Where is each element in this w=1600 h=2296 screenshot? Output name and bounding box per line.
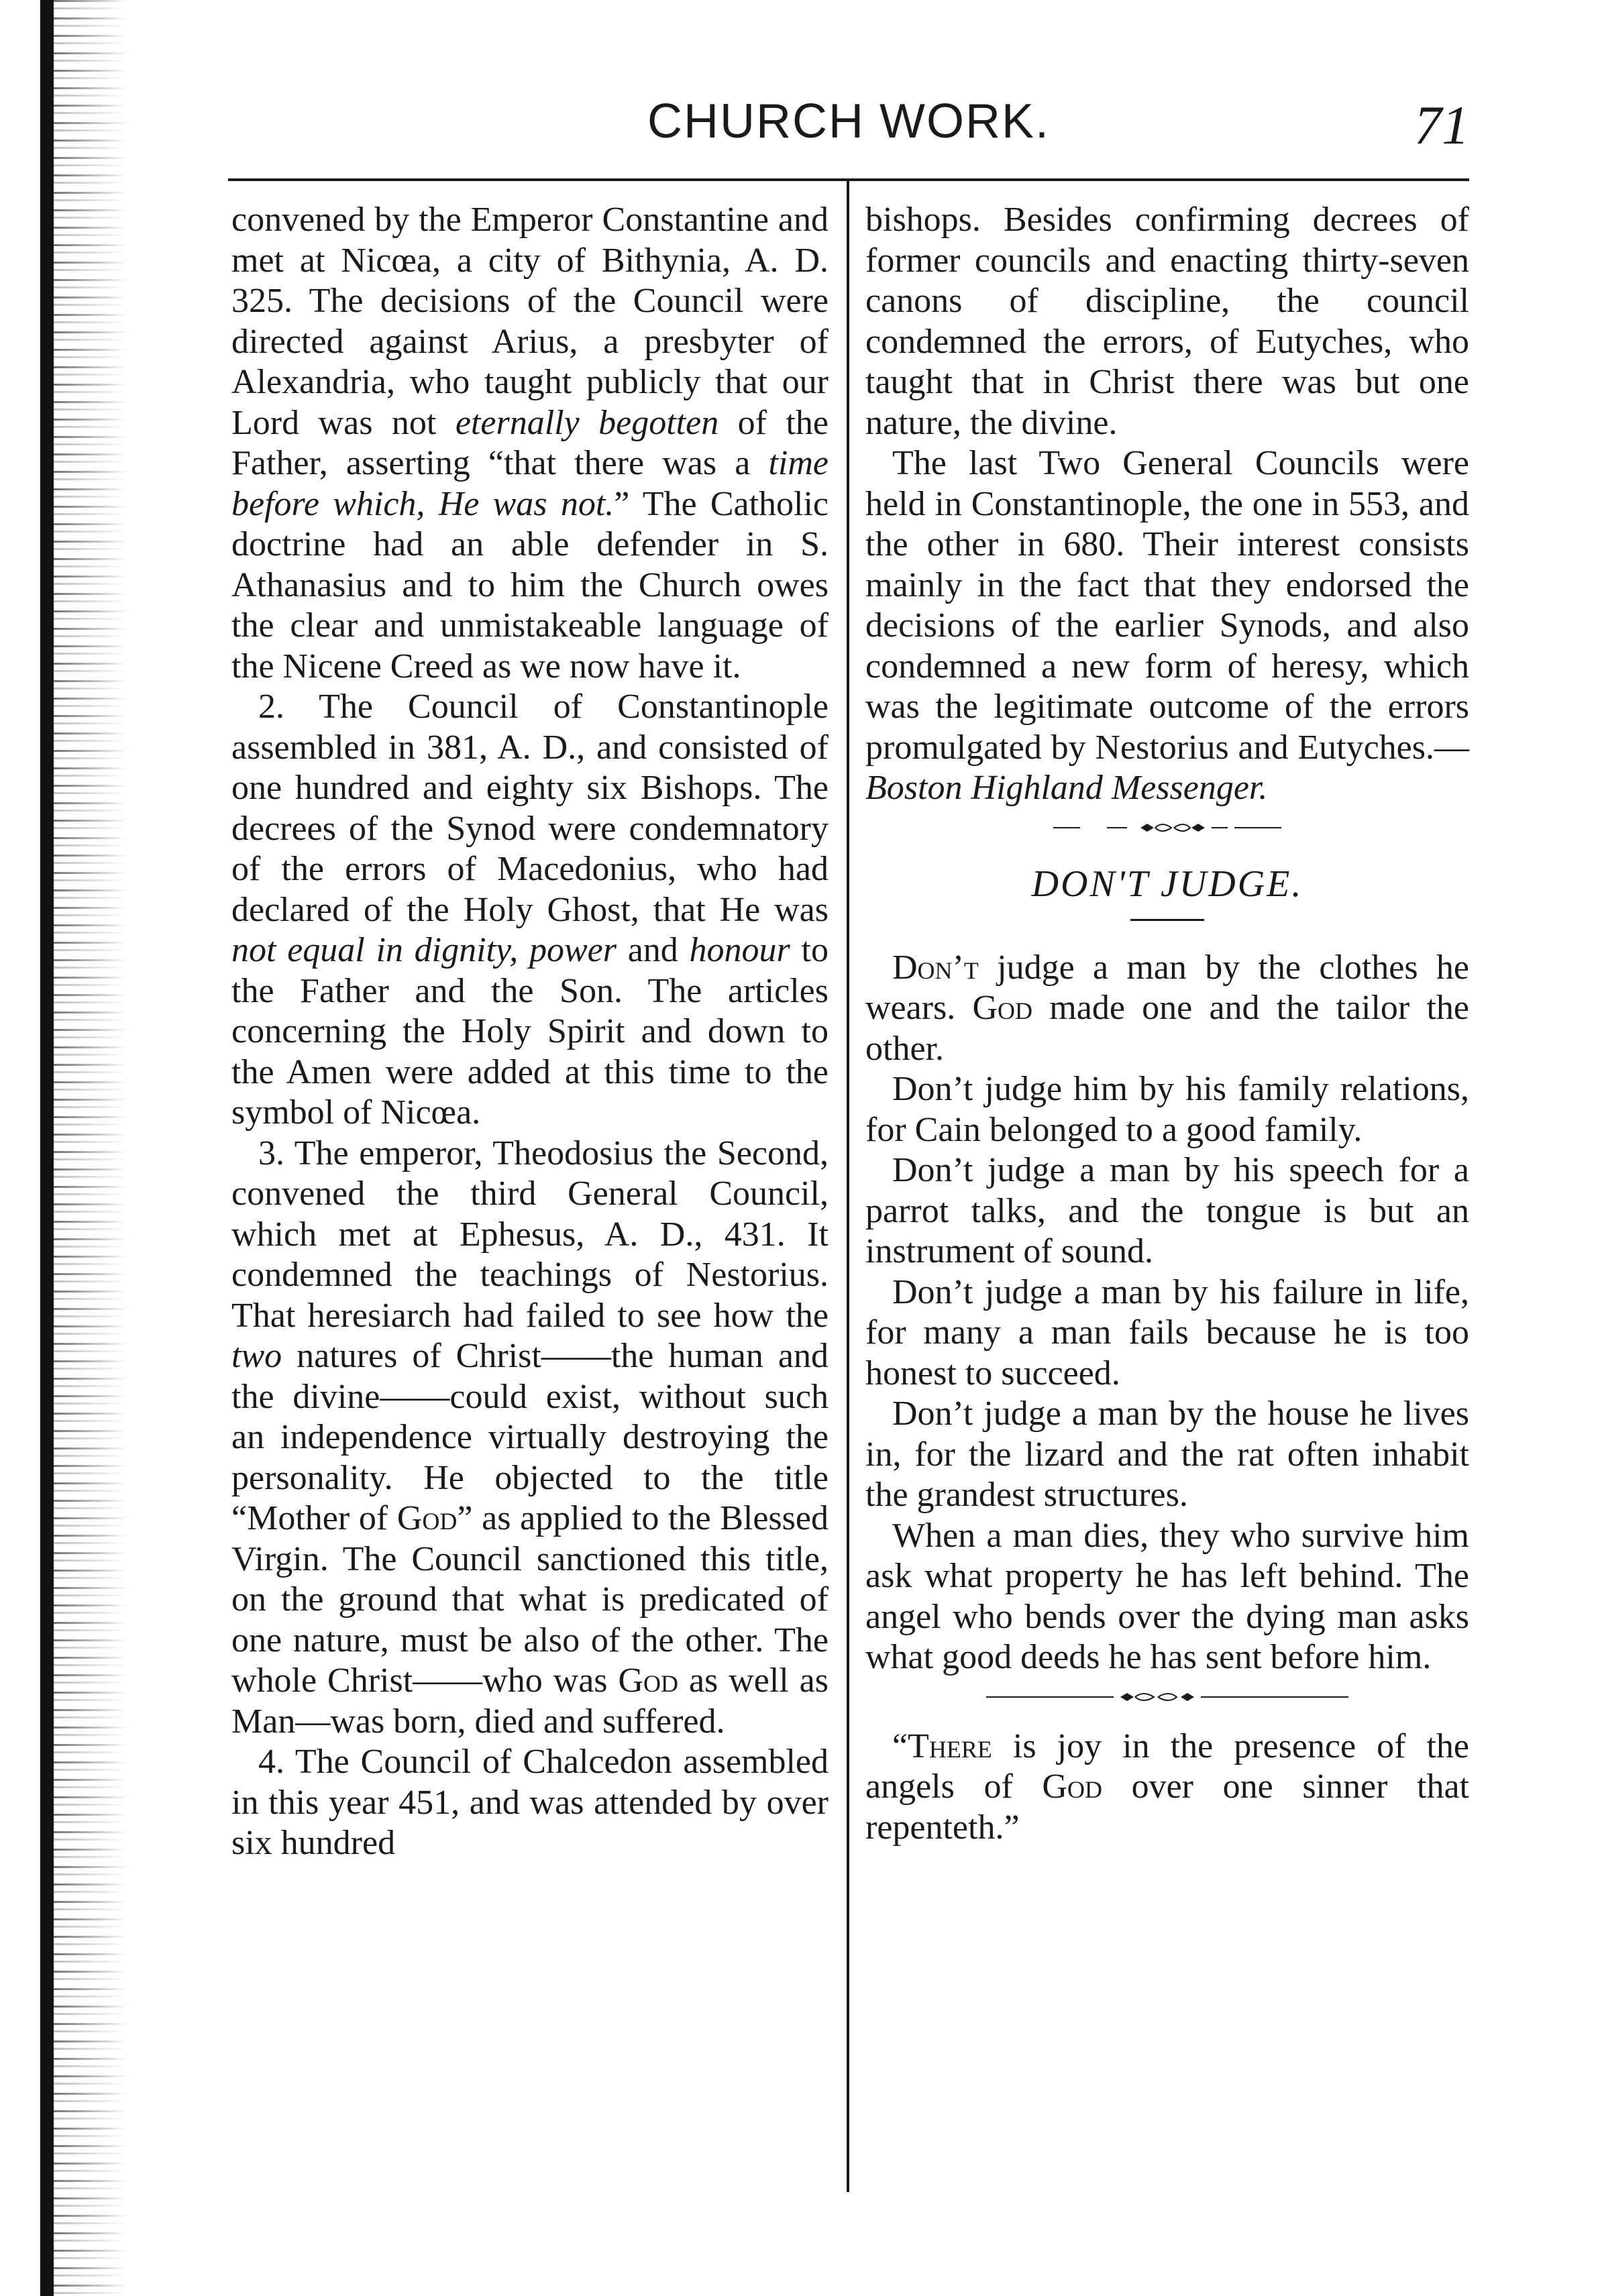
spine-shadow: [54, 0, 127, 2296]
text-run: over one sinner that repenteth.”: [865, 1767, 1469, 1847]
paragraph: [231, 687, 829, 1134]
text-run: 3. The emperor, Theodosius the Second, convened the third General Council, which met at Ephesus, A. D., 431. It condemned the teachings of Nestorius. That heresiarch had failed to see how the: [231, 1134, 829, 1335]
small-caps-text: God: [1042, 1767, 1102, 1806]
small-caps-text: Don’t: [892, 948, 979, 987]
text-run: and: [616, 931, 690, 969]
text-run: ” The Catholic doctrine had an able defender in S. Athanasius and to him the Church owes the clear and unmistakeable language of the Nicene Creed as we now have it.: [231, 484, 829, 686]
italic-text: time before which, He was not.: [231, 444, 829, 523]
text-run: Don’t judge him by his family relations, for Cain belonged to a good family.: [865, 1070, 1469, 1149]
text-run: “: [892, 1727, 908, 1765]
closing-quote: [865, 1727, 1469, 1849]
text-run: Don’t judge a man by his speech for a parrot talks, and the tongue is but an instrument of sound.: [865, 1151, 1469, 1270]
italic-text: two: [231, 1337, 282, 1375]
text-run: bishops. Besides confirming decrees of former councils and enacting thirty-seven canons of discipline, the council condemned the errors, of Eutyches, who taught that in Christ there was but one nature, the divine.: [865, 201, 1469, 442]
paragraph: [865, 1727, 1469, 1849]
paragraph: [231, 1134, 829, 1743]
page-number: 71: [1414, 95, 1469, 156]
page-header: [228, 94, 1469, 168]
councils-continuation: [865, 200, 1469, 809]
text-run: of the Father, asserting “that there was a: [231, 403, 829, 482]
text-run: as well as Man—was born, died and suffered.: [231, 1661, 829, 1741]
paragraph: [865, 1069, 1469, 1150]
small-caps-text: God: [396, 1499, 458, 1537]
book-spine-edge: [40, 0, 54, 2296]
text-run: natures of Christ——the human and the divine——could exist, without such an independence virtually destroying the personality. He objected to the title “Mother of: [231, 1337, 829, 1537]
paragraph: [865, 443, 1469, 809]
paragraph: [865, 1150, 1469, 1272]
paragraph: [231, 1742, 829, 1864]
text-run: Don’t judge a man by the house he lives in, for the lizard and the rat often inhabit the grandest structures.: [865, 1395, 1469, 1514]
paragraph: [865, 1272, 1469, 1395]
text-run: is joy in the presence of the angels of: [865, 1727, 1469, 1806]
paragraph: [865, 1516, 1469, 1678]
text-run: 4. The Council of Chalcedon assembled in this year 451, and was attended by over six hundred: [231, 1743, 829, 1862]
text-run: When a man dies, they who survive him ask what property he has left behind. The angel who bends over the dying man asks what good deeds he has sent before him.: [865, 1516, 1469, 1676]
left-column: [231, 200, 829, 1864]
paragraph: [865, 1394, 1469, 1516]
section-title: DON'T JUDGE.: [1031, 863, 1303, 905]
small-caps-text: God: [972, 989, 1033, 1027]
text-run: Don’t judge a man by his failure in life, for many a man fails because he is too honest to succeed.: [865, 1272, 1469, 1392]
paragraph: [865, 200, 1469, 443]
text-run: judge a man by the clothes he wears.: [865, 948, 1469, 1027]
text-run: to the Father and the Son. The articles concerning the Holy Spirit and down to the Amen were added at this time to the symbol of Nicœa.: [231, 931, 829, 1132]
right-column: [865, 200, 1469, 1848]
small-caps-text: There: [908, 1727, 992, 1765]
italic-text: not equal in dignity, power: [231, 931, 617, 969]
italic-text: honour: [689, 931, 790, 969]
column-divider: [847, 180, 849, 2192]
paragraph: [865, 948, 1469, 1070]
paragraph: [231, 200, 829, 687]
section-ornament: [865, 814, 1469, 855]
running-head: CHURCH WORK.: [647, 95, 1050, 148]
text-run: The last Two General Councils were held in Constantinople, the one in 553, and the other in 680. Their interest consists mainly in the fact that they endorsed the decisions of the earlier Synods, and also condemned a new form of heresy, which was the legitimate outcome of the errors promulgated by Nestorius and Eutyches.—: [865, 444, 1469, 767]
small-caps-text: God: [618, 1661, 679, 1700]
title-rule: [1130, 919, 1204, 921]
dont-judge-body: [865, 948, 1469, 1678]
text-run: convened by the Emperor Constantine and met at Nicœa, a city of Bithynia, A. D. 325. The decisions of the Council were directed against Arius, a presbyter of Alexandria, who taught publicly that our Lord was not: [231, 201, 829, 442]
closing-ornament: [865, 1684, 1469, 1724]
text-run: 2. The Council of Constantinople assembled in 381, A. D., and consisted of one hundred and eighty six Bishops. The decrees of the Synod were condemnatory of the errors of Macedonius, who had declared of the Holy Ghost, that He was: [231, 688, 829, 929]
text-run: ” as applied to the Blessed Virgin. The Council sanctioned this title, on the ground that what is predicated of one nature, must be also of the other. The whole Christ——who was: [231, 1499, 829, 1700]
italic-text: Boston Highland Messenger.: [865, 769, 1268, 807]
text-run: made one and the tailor the other.: [865, 989, 1470, 1068]
italic-text: eternally begotten: [455, 403, 719, 442]
